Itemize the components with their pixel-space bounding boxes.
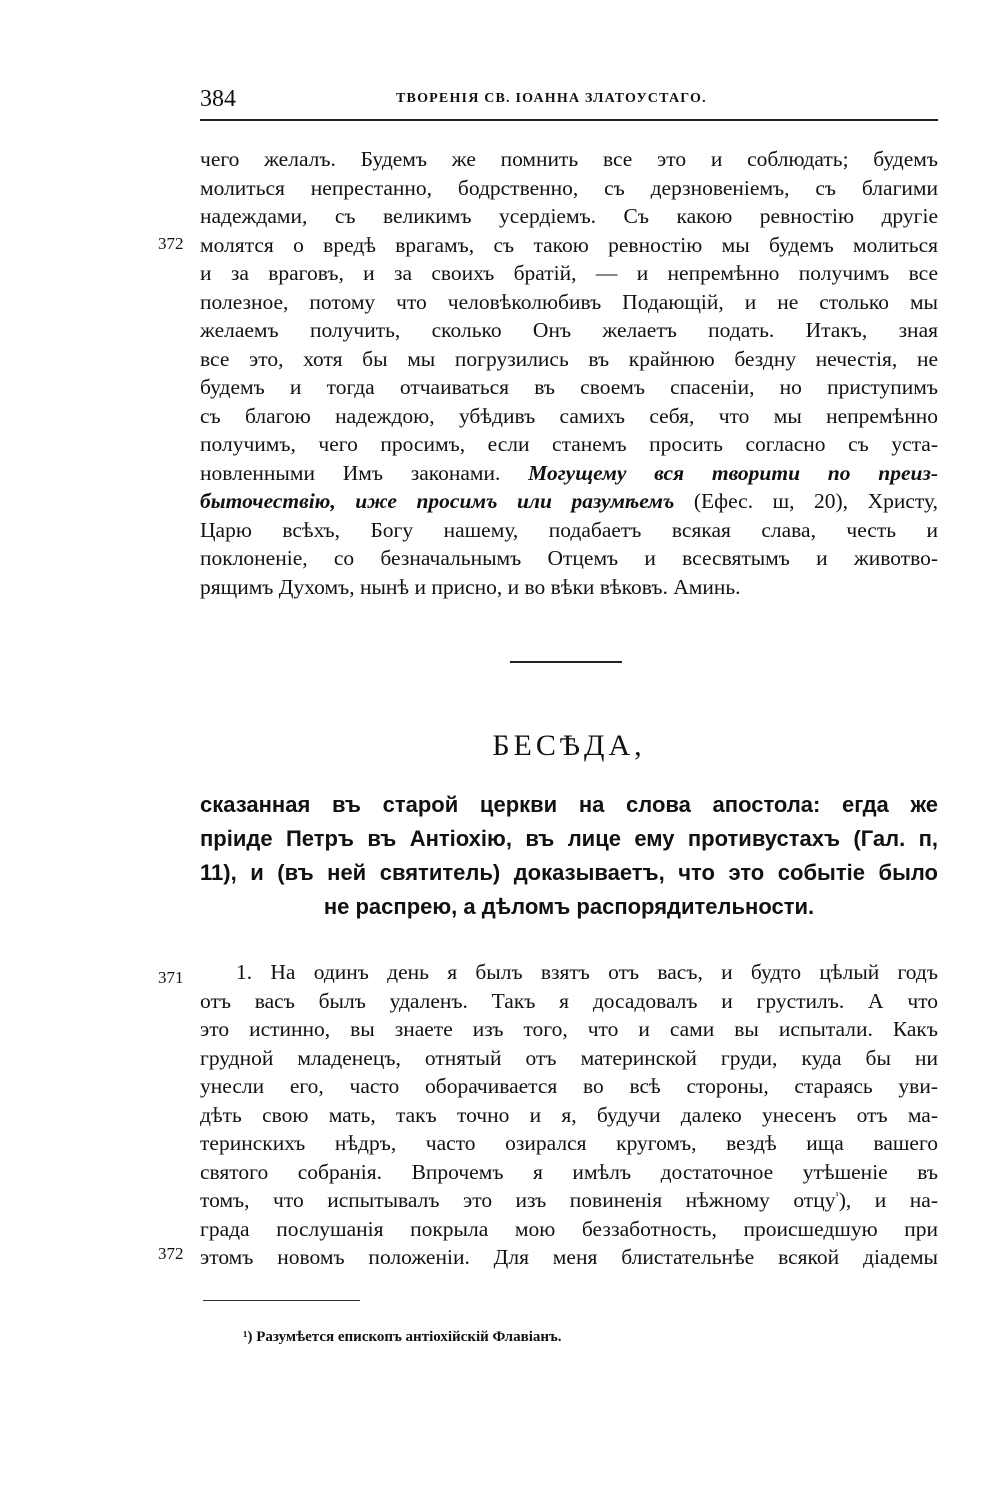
section-heading: БЕСѢДА, xyxy=(492,729,646,762)
text-line: этомъ новомъ положеніи. Для меня блистательнѣе всякой діадемы xyxy=(200,1245,938,1269)
text-line-mixed xyxy=(200,459,938,488)
text-line: 1. На одинъ день я былъ взятъ отъ васъ, и будто цѣлый годъ xyxy=(236,960,938,984)
text-line: святого собранія. Впрочемъ я имѣлъ достаточное утѣшеніе въ xyxy=(200,1159,938,1184)
text-line: рящимъ Духомъ, нынѣ и присно, и во вѣки вѣковъ. Аминь. xyxy=(200,574,741,599)
footnote xyxy=(243,1326,562,1348)
text-line: полезное, потому что человѣколюбивъ Подающій, и не столько мы xyxy=(200,289,938,314)
text-line: молятся о вредѣ врагамъ, съ такою ревностію мы будемъ молиться xyxy=(200,232,938,257)
text-line: желаемъ получить, сколько Онъ желаетъ подать. Итакъ, зная xyxy=(200,318,938,342)
text-line: грудной младенецъ, отнятый отъ материнской груди, куда бы ни xyxy=(200,1045,938,1070)
section-subheading xyxy=(200,788,938,924)
footnote-rule xyxy=(203,1300,360,1301)
text-line: съ благою надеждою, убѣдивъ самихъ себя, что мы непремѣнно xyxy=(200,403,938,428)
scripture-quote: быточествію, иже просимъ или разумѣемъ xyxy=(200,489,675,513)
text-line: все это, хотя бы мы погрузились въ крайнюю бездну нечестія, не xyxy=(200,346,938,371)
margin-number: 371 xyxy=(158,968,184,987)
text-line: это истинно, вы знаете изъ того, что и сами вы испытали. Какъ xyxy=(200,1017,938,1041)
text-segment: новленными Имъ законами. xyxy=(200,460,501,485)
subheading-line: 11), и (въ ней святитель) доказываетъ, что это событіе было xyxy=(200,860,938,885)
text-line: отъ васъ былъ удаленъ. Такъ я досадовалъ и грустилъ. А что xyxy=(200,988,938,1013)
text-line: будемъ и тогда отчаиваться въ своемъ спасеніи, но приступимъ xyxy=(200,375,938,399)
text-line: и за враговъ, и за своихъ братій, — и непремѣнно получимъ все xyxy=(200,261,938,285)
running-head xyxy=(200,84,938,118)
text-line: унесли его, часто оборачивается во всѣ стороны, стараясь уви- xyxy=(200,1074,938,1098)
footnote-text: Разумѣется епископъ антіохійскій Флавіанъ. xyxy=(256,1329,562,1345)
text-line: града послушанія покрыла мою беззаботность, происшедшую при xyxy=(200,1216,938,1241)
subheading-line: не распрею, а дѣломъ распорядительности. xyxy=(323,894,815,919)
text-line-mixed xyxy=(200,487,938,516)
running-title: ТВОРЕНІЯ СВ. ІОАННА ЗЛАТОУСТАГО. xyxy=(396,91,707,106)
subheading-line: сказанная въ старой церкви на слова апостола: егда же xyxy=(200,792,938,817)
text-line: теринскихъ нѣдръ, часто озирался кругомъ, вездѣ ища вашего xyxy=(200,1131,938,1155)
text-line: чего желалъ. Будемъ же помнить все это и соблюдать; будемъ xyxy=(200,147,938,171)
text-segment: томъ, что испытывалъ это изъ повиненія нѣжному отцу xyxy=(200,1188,836,1212)
top-paragraph xyxy=(200,145,938,601)
text-line-mixed xyxy=(200,1186,938,1215)
header-rule xyxy=(200,119,938,121)
section-divider xyxy=(510,661,622,663)
text-line: надеждами, съ великимъ усердіемъ. Съ какою ревностію другіе xyxy=(200,204,938,228)
body-paragraph xyxy=(200,958,938,1272)
margin-number: 372 xyxy=(158,234,184,253)
footnote-marker: ¹) xyxy=(243,1329,253,1345)
margin-number: 372 xyxy=(158,1244,184,1263)
subheading-line: пріиде Петръ въ Антіохію, въ лице ему противустахъ (Гал. п, xyxy=(200,826,938,851)
text-line: поклоненіе, со безначальнымъ Отцемъ и всесвятымъ и животво- xyxy=(200,546,938,570)
text-line: получимъ, чего просимъ, если станемъ просить согласно съ уста- xyxy=(200,432,938,456)
footnote-ref[interactable]: ¹ xyxy=(835,1189,839,1202)
scripture-quote: Могущему вся творити по преиз- xyxy=(528,460,938,485)
text-line: дѣть свою мать, такъ точно и я, будучи далеко унесенъ отъ ма- xyxy=(200,1102,938,1127)
page-number: 384 xyxy=(200,86,236,112)
text-line: молиться непрестанно, бодрственно, съ дерзновеніемъ, съ благими xyxy=(200,175,938,200)
text-segment: (Ефес. ш, 20), Христу, xyxy=(693,489,938,513)
text-line: Царю всѣхъ, Богу нашему, подабаетъ всякая слава, честь и xyxy=(200,517,938,542)
text-segment: ), и на- xyxy=(838,1188,938,1212)
